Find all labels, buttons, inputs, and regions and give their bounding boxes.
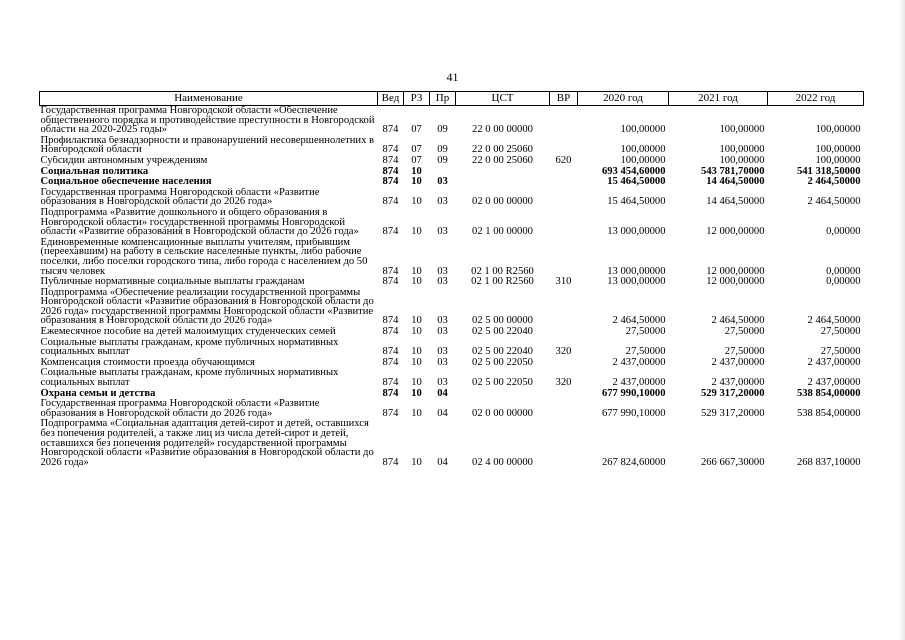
cell-name: Субсидии автономным учреждениям — [40, 155, 208, 166]
cell-2020: 677 990,10000 — [601, 407, 666, 419]
cell-2020: 677 990,10000 — [601, 388, 666, 399]
cell-vr: 310 — [555, 277, 572, 288]
cell-rz: 10 — [411, 166, 422, 177]
cell-name: Подпрограмма «Обеспечение реализации государственной программы Новгородской области «Развитие образования в Новгородской области до 2026 года» государственной программы Новгородской области «Развитие образования в Новгородской области до 2026 года» — [40, 287, 374, 327]
cell-2022: 100,00000 — [815, 144, 861, 156]
cell-2021: 27,50000 — [724, 346, 765, 358]
header-name: Наименование — [40, 92, 378, 106]
header-2021: 2021 год — [669, 92, 768, 106]
cell-name: Социальное обеспечение населения — [40, 177, 212, 188]
cell-2021: 12 000,00000 — [706, 277, 765, 288]
cell-2020: 27,50000 — [625, 327, 666, 338]
cell-rz: 10 — [411, 346, 422, 358]
header-cst: ЦСТ — [456, 92, 550, 106]
cell-2021: 14 464,50000 — [706, 196, 765, 208]
cell-2022: 27,50000 — [820, 346, 861, 358]
cell-2022: 27,50000 — [820, 327, 861, 338]
scan-edge — [899, 0, 905, 640]
cell-pr: 04 — [437, 407, 448, 419]
cell-cst: 02 5 00 00000 — [472, 315, 533, 327]
cell-2021: 100,00000 — [719, 155, 765, 166]
cell-2022: 100,00000 — [815, 155, 861, 166]
cell-cst: 02 0 00 00000 — [472, 196, 533, 208]
cell-pr: 03 — [437, 327, 448, 338]
cell-2020: 13 000,00000 — [607, 277, 666, 288]
cell-vr — [550, 177, 578, 188]
cell-2022: 0,00000 — [826, 226, 861, 238]
cell-rz: 10 — [411, 327, 422, 338]
cell-name: Социальная политика — [40, 166, 149, 177]
table-row — [40, 358, 864, 369]
cell-vr — [550, 167, 578, 178]
cell-2022: 541 318,50000 — [796, 166, 861, 177]
header-ved: Вед — [378, 92, 404, 106]
cell-2021: 529 317,20000 — [700, 407, 765, 419]
header-pr: Пр — [430, 92, 456, 106]
cell-rz: 10 — [411, 357, 422, 368]
cell-2021: 2 437,00000 — [711, 357, 765, 368]
header-rz: РЗ — [404, 92, 430, 106]
cell-cst: 02 5 00 22040 — [472, 346, 533, 358]
cell-pr — [430, 167, 456, 178]
cell-2022: 2 464,50000 — [807, 177, 861, 188]
cell-2021: 100,00000 — [719, 124, 765, 136]
cell-rz: 10 — [411, 315, 422, 327]
cell-2020: 267 824,60000 — [601, 456, 666, 468]
cell-2021: 12 000,00000 — [706, 265, 765, 277]
cell-rz: 10 — [411, 377, 422, 389]
table-row — [40, 399, 864, 419]
cell-cst: 02 5 00 22050 — [472, 377, 533, 389]
table-body — [40, 106, 864, 469]
cell-cst — [456, 389, 550, 400]
cell-2021: 100,00000 — [719, 144, 765, 156]
cell-2020: 2 437,00000 — [612, 357, 666, 368]
table-row — [40, 136, 864, 156]
cell-pr: 09 — [437, 155, 448, 166]
cell-2020: 2 437,00000 — [612, 377, 666, 389]
cell-cst: 22 0 00 25060 — [472, 144, 533, 156]
table-row — [40, 419, 864, 468]
table-row — [40, 338, 864, 358]
cell-cst: 22 0 00 00000 — [472, 124, 533, 136]
table-row — [40, 288, 864, 327]
cell-rz: 07 — [411, 124, 422, 136]
cell-name: Подпрограмма «Развитие дошкольного и общего образования в Новгородской области» государственной программы Новгородской области «Развитие образования в Новгородской области до 2026 года» — [40, 207, 359, 238]
table-row — [40, 389, 864, 400]
cell-name: Государственная программа Новгородской области «Обеспечение общественного порядка и противодействие преступности в Новгородской области на 2020-2025 годы» — [40, 105, 375, 136]
cell-2022: 2 437,00000 — [807, 357, 861, 368]
cell-vr — [550, 106, 578, 136]
cell-ved: 874 — [382, 265, 399, 277]
cell-name: Компенсация стоимости проезда обучающимся — [40, 357, 255, 368]
cell-rz: 10 — [411, 388, 422, 399]
table-row — [40, 238, 864, 277]
cell-pr: 03 — [437, 357, 448, 368]
cell-ved: 874 — [382, 196, 399, 208]
cell-2022: 0,00000 — [826, 277, 861, 288]
cell-cst — [456, 167, 550, 178]
cell-vr — [550, 288, 578, 327]
cell-vr — [550, 208, 578, 238]
cell-2022: 100,00000 — [815, 124, 861, 136]
cell-2020: 693 454,60000 — [601, 166, 666, 177]
cell-2021: 529 317,20000 — [700, 388, 765, 399]
cell-cst: 02 5 00 22050 — [472, 357, 533, 368]
cell-2022: 268 837,10000 — [796, 456, 861, 468]
cell-2020: 27,50000 — [625, 346, 666, 358]
table-row — [40, 208, 864, 238]
cell-name: Единовременные компенсационные выплаты учителям, прибывшим (переехавшим) на работу в сельские населенные пункты, либо рабочие поселки, либо поселки городского типа, либо города с населением до 50 тысяч человек — [40, 237, 368, 277]
cell-pr: 09 — [437, 144, 448, 156]
cell-vr — [550, 238, 578, 277]
table-row — [40, 167, 864, 178]
cell-ved: 874 — [382, 166, 399, 177]
cell-pr: 03 — [437, 315, 448, 327]
cell-pr: 03 — [437, 377, 448, 389]
cell-2021: 2 437,00000 — [711, 377, 765, 389]
cell-cst — [456, 177, 550, 188]
cell-2022: 2 464,50000 — [807, 315, 861, 327]
cell-2020: 13 000,00000 — [607, 226, 666, 238]
cell-2022: 2 464,50000 — [807, 196, 861, 208]
cell-vr — [550, 327, 578, 338]
cell-ved: 874 — [382, 407, 399, 419]
table-row — [40, 368, 864, 388]
table-row — [40, 177, 864, 188]
cell-2021: 14 464,50000 — [706, 177, 765, 188]
cell-vr: 320 — [555, 377, 572, 389]
cell-ved: 874 — [382, 456, 399, 468]
cell-cst: 02 1 00 R2560 — [471, 265, 534, 277]
cell-vr — [550, 419, 578, 468]
cell-name: Публичные нормативные социальные выплаты гражданам — [40, 277, 305, 288]
cell-ved: 874 — [382, 357, 399, 368]
cell-rz: 07 — [411, 144, 422, 156]
header-2020: 2020 год — [578, 92, 669, 106]
table-header — [40, 92, 864, 106]
cell-rz: 10 — [411, 196, 422, 208]
cell-2020: 2 464,50000 — [612, 315, 666, 327]
cell-vr — [550, 188, 578, 208]
cell-ved: 874 — [382, 124, 399, 136]
cell-rz: 10 — [411, 226, 422, 238]
cell-cst: 02 0 00 00000 — [472, 407, 533, 419]
cell-name: Ежемесячное пособие на детей малоимущих студенческих семей — [40, 327, 336, 338]
cell-rz: 10 — [411, 277, 422, 288]
cell-2020: 100,00000 — [620, 124, 666, 136]
cell-vr: 620 — [555, 155, 572, 166]
table-row — [40, 156, 864, 167]
cell-cst: 22 0 00 25060 — [472, 155, 533, 166]
table-row — [40, 188, 864, 208]
cell-ved: 874 — [382, 177, 399, 188]
cell-vr — [550, 399, 578, 419]
cell-2021: 543 781,70000 — [700, 166, 765, 177]
cell-pr: 04 — [437, 456, 448, 468]
cell-rz: 10 — [411, 177, 422, 188]
cell-pr: 03 — [437, 346, 448, 358]
cell-2022: 538 854,00000 — [796, 388, 861, 399]
cell-2020: 13 000,00000 — [607, 265, 666, 277]
cell-ved: 874 — [382, 155, 399, 166]
cell-pr: 03 — [437, 196, 448, 208]
cell-name: Государственная программа Новгородской области «Развитие образования в Новгородской области до 2026 года» — [40, 399, 320, 419]
cell-pr: 03 — [437, 265, 448, 277]
cell-ved: 874 — [382, 226, 399, 238]
cell-ved: 874 — [382, 144, 399, 156]
cell-name: Профилактика безнадзорности и правонарушений несовершеннолетних в Новгородской области — [40, 135, 375, 156]
cell-pr: 03 — [437, 177, 448, 188]
table-row — [40, 106, 864, 136]
cell-vr — [550, 136, 578, 156]
cell-pr: 03 — [437, 226, 448, 238]
budget-table — [39, 91, 864, 468]
page-number: 41 — [446, 70, 459, 84]
cell-ved: 874 — [382, 346, 399, 358]
cell-vr — [550, 389, 578, 400]
cell-rz: 10 — [411, 456, 422, 468]
cell-2020: 100,00000 — [620, 144, 666, 156]
cell-pr: 03 — [437, 277, 448, 288]
table-row — [40, 277, 864, 288]
cell-2020: 100,00000 — [620, 155, 666, 166]
cell-ved: 874 — [382, 388, 399, 399]
cell-ved: 874 — [382, 277, 399, 288]
cell-rz: 07 — [411, 155, 422, 166]
cell-cst: 02 4 00 00000 — [472, 456, 533, 468]
cell-2021: 266 667,30000 — [700, 456, 765, 468]
cell-name: Охрана семьи и детства — [40, 388, 156, 399]
cell-pr: 04 — [437, 388, 448, 399]
cell-2022: 0,00000 — [826, 265, 861, 277]
header-vr: ВР — [550, 92, 578, 106]
cell-rz: 10 — [411, 407, 422, 419]
cell-2020: 15 464,50000 — [607, 177, 666, 188]
table-row — [40, 327, 864, 338]
cell-ved: 874 — [382, 377, 399, 389]
cell-pr: 09 — [437, 124, 448, 136]
cell-cst: 02 1 00 00000 — [472, 226, 533, 238]
cell-name: Социальные выплаты гражданам, кроме публичных нормативных социальных выплат — [40, 337, 339, 358]
cell-2021: 27,50000 — [724, 327, 765, 338]
cell-2022: 2 437,00000 — [807, 377, 861, 389]
cell-2021: 2 464,50000 — [711, 315, 765, 327]
cell-cst: 02 1 00 R2560 — [471, 277, 534, 288]
cell-vr: 320 — [555, 346, 572, 358]
cell-rz: 10 — [411, 265, 422, 277]
cell-2021: 12 000,00000 — [706, 226, 765, 238]
cell-name: Государственная программа Новгородской области «Развитие образования в Новгородской области до 2026 года» — [40, 187, 320, 208]
header-2022: 2022 год — [768, 92, 864, 106]
cell-ved: 874 — [382, 315, 399, 327]
cell-name: Социальные выплаты гражданам, кроме публичных нормативных социальных выплат — [40, 368, 339, 389]
cell-ved: 874 — [382, 327, 399, 338]
cell-2022: 538 854,00000 — [796, 407, 861, 419]
cell-name: Подпрограмма «Социальная адаптация детей-сирот и детей, оставшихся без попечения родителей, а также лиц из числа детей-сирот и детей, оставшихся без попечения родителей» государственной программы Новгородской области «Развитие образования в Новгородской области до 2026 года» — [40, 419, 374, 468]
cell-vr — [550, 358, 578, 369]
cell-cst: 02 5 00 22040 — [472, 327, 533, 338]
cell-2020: 15 464,50000 — [607, 196, 666, 208]
